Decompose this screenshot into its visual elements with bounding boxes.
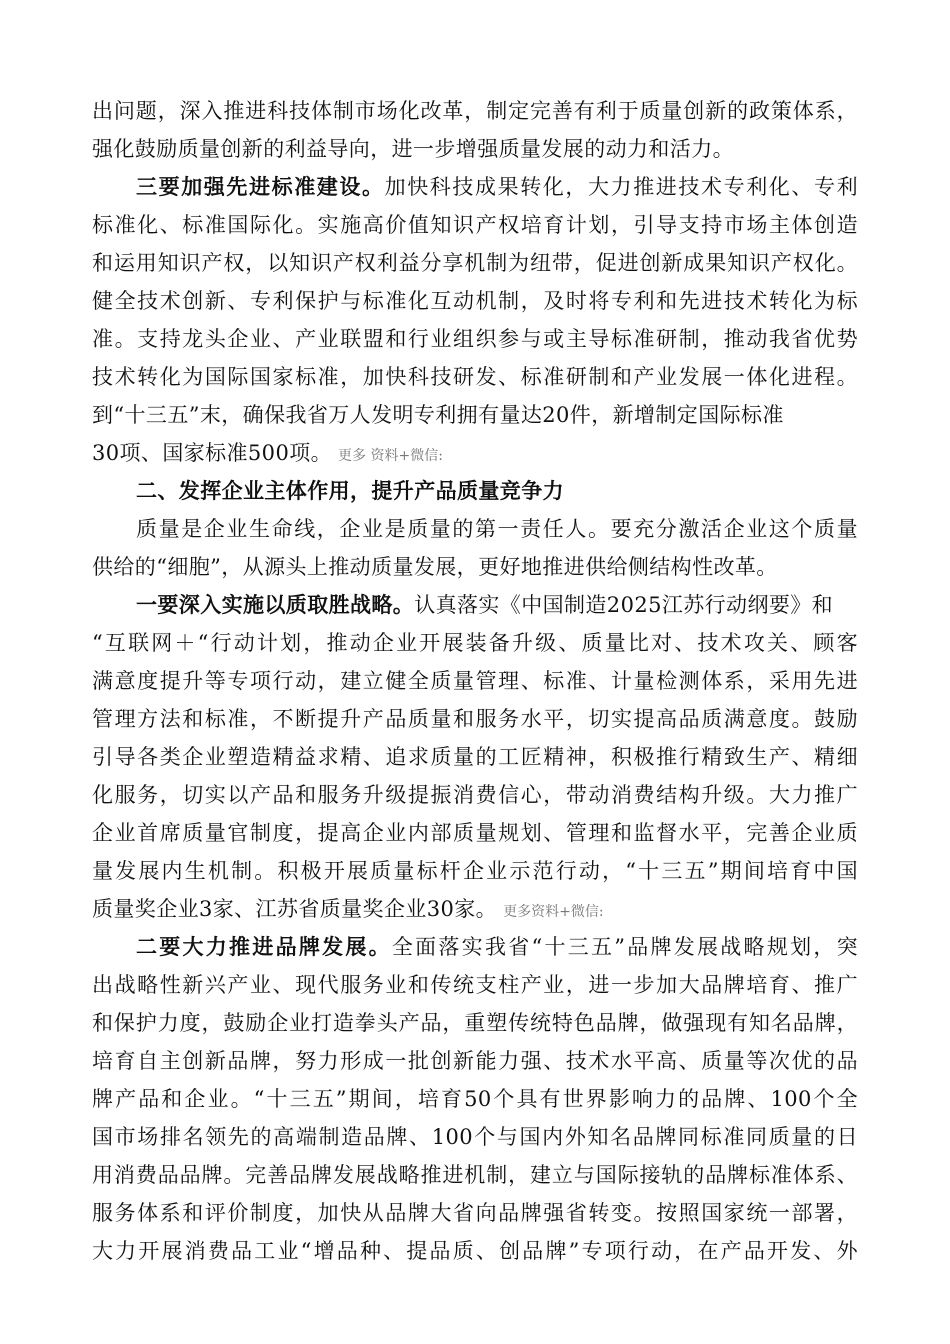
text-line: 管理方法和标准，不断提升产品质量和服务水平，切实提高品质满意度。鼓励 xyxy=(92,707,858,731)
text-line: 大力开展消费品工业“增品种、提品质、创品牌”专项行动，在产品开发、外 xyxy=(92,1239,858,1263)
text-line: 到“十三五”末，确保我省万人发明专利拥有量达20件，新增制定国际标准 xyxy=(92,403,784,427)
text-span: 30项、国家标准500项。 xyxy=(92,441,333,465)
text-span: 加快科技成果转化，大力推进技术专利化、专利 xyxy=(384,175,858,199)
text-line xyxy=(92,928,858,966)
text-line: 和运用知识产权，以知识产权利益分享机制为纽带，促进创新成果知识产权化。 xyxy=(92,251,858,275)
text-line: 培育自主创新品牌，努力形成一批创新能力强、技术水平高、质量等次优的品 xyxy=(92,1049,858,1073)
text-line: 化服务，切实以产品和服务升级提振消费信心，带动消费结构升级。大力推广 xyxy=(92,783,858,807)
text-line xyxy=(92,586,858,624)
text-line: 健全技术创新、专利保护与标准化互动机制，及时将专利和先进技术转化为标 xyxy=(92,289,858,313)
watermark-note: 更多资料+微信: xyxy=(503,904,604,920)
text-line: 出战略性新兴产业、现代服务业和传统支柱产业，进一步加大品牌培育、推广 xyxy=(92,973,858,997)
text-line: 强化鼓励质量创新的利益导向，进一步增强质量发展的动力和活力。 xyxy=(92,137,734,161)
text-line: 企业首席质量官制度，提高企业内部质量规划、管理和监督水平，完善企业质 xyxy=(92,821,858,845)
paragraph-4 xyxy=(92,586,858,928)
watermark-note: 更多 资料+微信: xyxy=(338,448,443,464)
text-line: 和保护力度，鼓励企业打造拳头产品，重塑传统特色品牌，做强现有知名品牌， xyxy=(92,1011,858,1035)
text-line xyxy=(92,168,858,206)
text-line: 引导各类企业塑造精益求精、追求质量的工匠精神，积极推行精致生产、精细 xyxy=(92,745,858,769)
paragraph-1 xyxy=(92,92,858,168)
paragraph-3 xyxy=(92,510,858,586)
paragraph-2 xyxy=(92,168,858,472)
text-line: 供给的“细胞”，从源头上推动质量发展，更好地推进供给侧结构性改革。 xyxy=(92,555,778,579)
text-line: 标准化、标准国际化。实施高价值知识产权培育计划，引导支持市场主体创造 xyxy=(92,213,858,237)
text-line xyxy=(92,434,858,472)
section-heading xyxy=(92,472,858,510)
text-line xyxy=(92,890,858,928)
text-span: 全面落实我省“十三五”品牌发展战略规划，突 xyxy=(391,935,858,959)
text-span: 认真落实《中国制造2025江苏行动纲要》和 xyxy=(414,593,834,617)
text-line: 牌产品和企业。“十三五”期间，培育50个具有世界影响力的品牌、100个全 xyxy=(92,1087,858,1111)
text-line: 国市场排名领先的高端制造品牌、100个与国内外知名品牌同标准同质量的日 xyxy=(92,1125,858,1149)
paragraph-5 xyxy=(92,928,858,1270)
text-line: 出问题，深入推进科技体制市场化改革，制定完善有利于质量创新的政策体系， xyxy=(92,99,858,123)
paragraph-heading: 三要加强先进标准建设。 xyxy=(136,174,385,199)
paragraph-heading: 一要深入实施以质取胜战略。 xyxy=(136,592,415,617)
text-line: 量发展内生机制。积极开展质量标杆企业示范行动，“十三五”期间培育中国 xyxy=(92,859,858,883)
text-line: “互联网＋“行动计划，推动企业开展装备升级、质量比对、技术攻关、顾客 xyxy=(92,631,858,655)
section-title: 二、发挥企业主体作用，提升产品质量竞争力 xyxy=(136,478,564,503)
text-line: 用消费品品牌。完善品牌发展战略推进机制，建立与国际接轨的品牌标准体系、 xyxy=(92,1163,858,1187)
text-line: 服务体系和评价制度，加快从品牌大省向品牌强省转变。按照国家统一部署， xyxy=(92,1201,858,1225)
text-line: 准。支持龙头企业、产业联盟和行业组织参与或主导标准研制，推动我省优势 xyxy=(92,327,858,351)
text-line: 技术转化为国际国家标准，加快科技研发、标准研制和产业发展一体化进程。 xyxy=(92,365,858,389)
text-line: 质量是企业生命线，企业是质量的第一责任人。要充分激活企业这个质量 xyxy=(136,517,858,541)
document-page xyxy=(92,92,858,1270)
paragraph-heading: 二要大力推进品牌发展。 xyxy=(136,934,392,959)
text-span: 质量奖企业3家、江苏省质量奖企业30家。 xyxy=(92,897,498,921)
text-line: 满意度提升等专项行动，建立健全质量管理、标准、计量检测体系，采用先进 xyxy=(92,669,858,693)
